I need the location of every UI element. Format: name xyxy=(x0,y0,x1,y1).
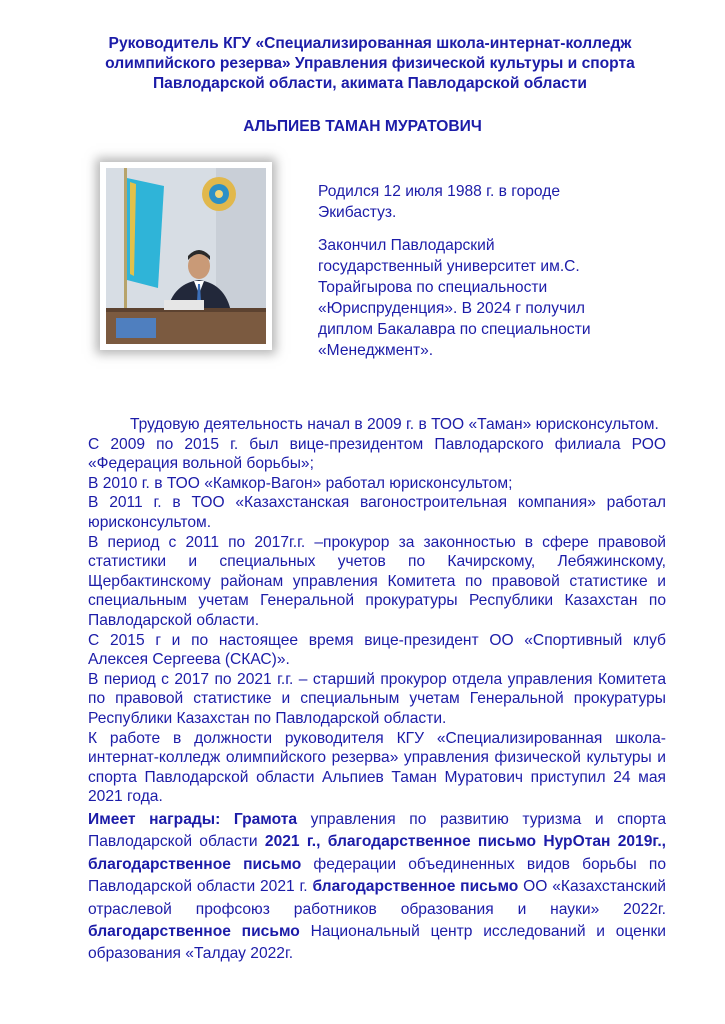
portrait-image xyxy=(106,168,266,344)
awards-paragraph xyxy=(88,809,666,966)
career-section xyxy=(88,415,666,966)
career-item: В 2011 г. в ТОО «Казахстанская вагоностроительная компания» работал юрисконсультом. xyxy=(88,494,666,531)
awards-label: Имеет награды: Грамота xyxy=(88,810,298,828)
awards-bold: благодарственное письмо xyxy=(312,878,519,896)
awards-text: Национальный центр исследований и оценки образования «Талдау 2022г. xyxy=(88,922,666,963)
career-item: В период с 2011 по 2017г.г. –прокурор за законностью в сфере правовой статистики и специальных учетов по Качирскому, Лебяжинскому, Щербактинскому районам управления Комитета по правовой статистике и специальным учетам Генеральной прокуратуры Республики Казахстан по Павлодарской области. xyxy=(88,533,666,629)
awards-text: ОО «Казахстанский отраслевой профсоюз работников образования и науки» 2022г. xyxy=(88,878,666,918)
awards-bold: 2021 г., благодарственное письмо НурОтан 2019г., благодарственное письмо xyxy=(88,833,666,873)
awards-text: федерации объединенных видов борьбы по Павлодарской области 2021 г. xyxy=(88,855,666,896)
bio-birth: Родился 12 июля 1988 г. в городе Экибастуз. xyxy=(318,183,561,221)
portrait-photo xyxy=(100,162,272,350)
career-item: В период с 2017 по 2021 г.г. – старший прокурор отдела управления Комитета по правовой статистике и специальным учетам Генеральной прокуратуры Республики Казахстан по Павлодарской области. xyxy=(88,670,666,727)
awards-text: управления по развитию туризма и спорта Павлодарской области xyxy=(88,810,666,851)
career-item: К работе в должности руководителя КГУ «Специализированная школа-интернат-колледж олимпийского резерва» управления физической культуры и спорта Павлодарской области Альпиев Таман Муратович приступил 24 мая 2021 года. xyxy=(88,729,666,806)
career-item: С 2009 по 2015 г. был вице-президентом Павлодарского филиала РОО «Федерация вольной борьбы»; xyxy=(88,435,666,473)
bio-block xyxy=(318,181,618,373)
document-header: Руководитель КГУ «Специализированная школа-интернат-колледж олимпийского резерва» Управления физической культуры и спорта Павлодарской области, акимата Павлодарской области xyxy=(105,35,635,92)
person-name: АЛЬПИЕВ ТАМАН МУРАТОВИЧ xyxy=(243,118,482,135)
awards-bold: благодарственное письмо xyxy=(88,922,300,940)
bio-education: Закончил Павлодарский государственный университет им.С. Торайгырова по специальности «Юриспруденция». В 2024 г получил диплом Бакалавра по специальности «Менеджмент». xyxy=(318,237,591,359)
career-item: В 2010 г. в ТОО «Камкор-Вагон» работал юрисконсультом; xyxy=(88,474,513,492)
career-item: С 2015 г и по настоящее время вице-президент ОО «Спортивный клуб Алексея Сергеева (СКАС)». xyxy=(88,631,666,669)
career-item: Трудовую деятельность начал в 2009 г. в ТОО «Таман» юрисконсультом. xyxy=(130,416,659,433)
